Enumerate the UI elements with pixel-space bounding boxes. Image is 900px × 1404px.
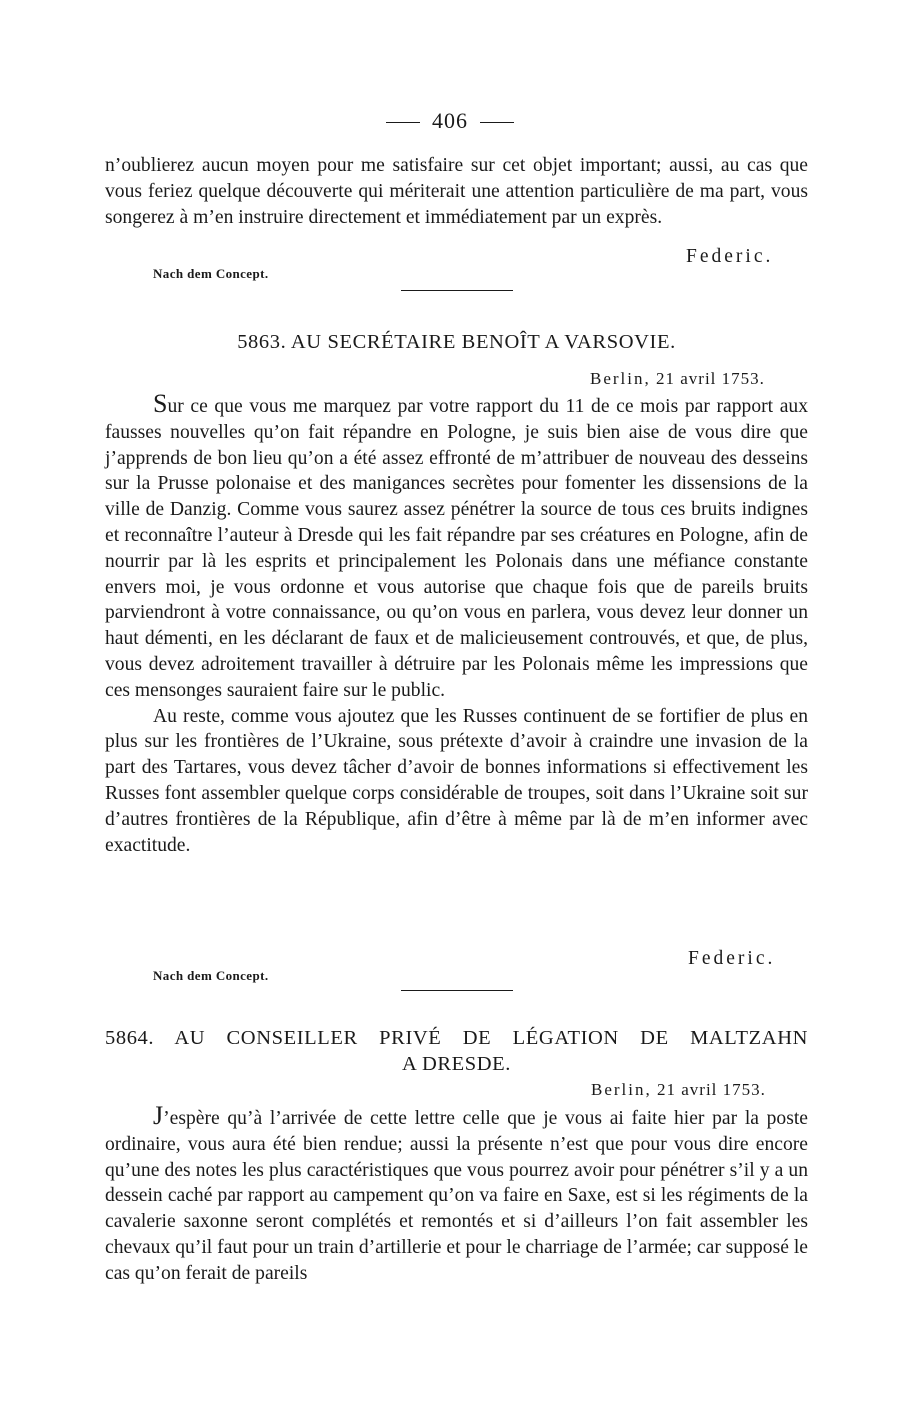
page-number: [0, 108, 900, 134]
letter-5863-initial: S: [153, 389, 168, 418]
letter-5863-paragraph-2: Au reste, comme vous ajoutez que les Russes continuent de se fortifier de plus en plus sur les frontières de l’Ukraine, sous prétexte d’avoir à craindre une invasion de la part des Tartares, vous devez tâcher d’avoir de bonnes informations si effectivement les Russes font assembler quelque corps considérable de troupes, soit dans l’Ukraine soit sur d’autres frontières de la République, afin d’être à même par là de m’en informer avec exactitude.: [105, 705, 808, 856]
letter-5863-source-note: Nach dem Concept.: [153, 968, 269, 983]
letter-5863-date: [590, 369, 765, 389]
letter-5864-paragraph-1: [105, 1101, 808, 1287]
page-number-text: 406: [432, 108, 468, 133]
intro-paragraph-block: [105, 153, 808, 230]
intro-paragraph: n’oublierez aucun moyen pour me satisfaire sur cet objet important; aussi, au cas que vous feriez quelque découverte qui mériterait une attention particulière de ma part, vous songerez à m’en instruire directement et immédiatement par un exprès.: [105, 155, 808, 228]
letter-5863-signature: Federic.: [688, 948, 776, 969]
separator-rule-2: [401, 990, 513, 991]
page-number-dash-left: [386, 122, 420, 123]
letter-5864-heading-line-2: A DRESDE.: [401, 1053, 512, 1075]
letter-5864-body: [105, 1101, 808, 1287]
letter-5863-heading: 5863. AU SECRÉTAIRE BENOÎT A VARSOVIE.: [237, 331, 676, 353]
letter-5864-date-place: Berlin,: [591, 1080, 652, 1099]
page-number-dash-right: [480, 122, 514, 123]
letter-5864-date-value: 21 avril 1753.: [657, 1080, 766, 1099]
letter-5863-paragraph-1-text: ur ce que vous me marquez par votre rapport du 11 de ce mois par rapport aux fausses nouvelles qu’on fait répandre en Pologne, je suis bien aise de vous dire que j’apprends de bon lieu qu’on a été assez effronté de m’attribuer de nouveau des desseins sur la Prusse polonaise et des manigances secrètes pour fomenter les dissensions de la ville de Danzig. Comme vous saurez assez pénétrer la source de tous ces bruits indignes et reconnaître l’auteur à Dresde qui les fait répandre par ses créatures en Pologne, afin de nourrir par là les esprits et principalement les Polonais dans une méfiance constante envers moi, je vous ordonne et vous autorise que chaque fois que de pareils bruits parviendront à votre connaissance, ou qu’on vous en parlera, vous devez leur donner un haut démenti, en les déclarant de faux et de malicieusement controuvés, et que, de plus, vous devez adroitement travailler à détruire par les Polonais même les impressions que ces mensonges sauraient faire sur le public.: [105, 396, 808, 701]
letter-5864-heading-line-1: 5864. AU CONSEILLER PRIVÉ DE LÉGATION DE MALTZAHN: [105, 1027, 808, 1049]
letter-5863-paragraph-1: [105, 389, 808, 704]
letter-5864-date: [591, 1080, 766, 1100]
intro-signature: Federic.: [686, 246, 774, 267]
letter-5864-initial: J: [153, 1101, 164, 1130]
intro-source-note: Nach dem Concept.: [153, 266, 269, 281]
letter-5863-date-value: 21 avril 1753.: [656, 369, 765, 388]
separator-rule-1: [401, 290, 513, 291]
letter-5863-body: [105, 389, 808, 858]
letter-5863-date-place: Berlin,: [590, 369, 651, 388]
letter-5864-paragraph-1-text: ’espère qu’à l’arrivée de cette lettre celle que je vous ai faite hier par la poste ordinaire, vous aura été bien rendue; aussi la présente n’est que pour vous dire encore qu’une des notes les plus caractéristiques que vous pourrez avoir pour pénétrer s’il y a un dessein caché par rapport au campement qu’on va faire en Saxe, est si les régiments de la cavalerie saxonne seront complétés et remontés et si d’ailleurs l’on fait assembler les chevaux qu’il faut pour un train d’artillerie et pour le charriage de l’armée; car supposé le cas qu’on ferait de pareils: [105, 1108, 808, 1284]
